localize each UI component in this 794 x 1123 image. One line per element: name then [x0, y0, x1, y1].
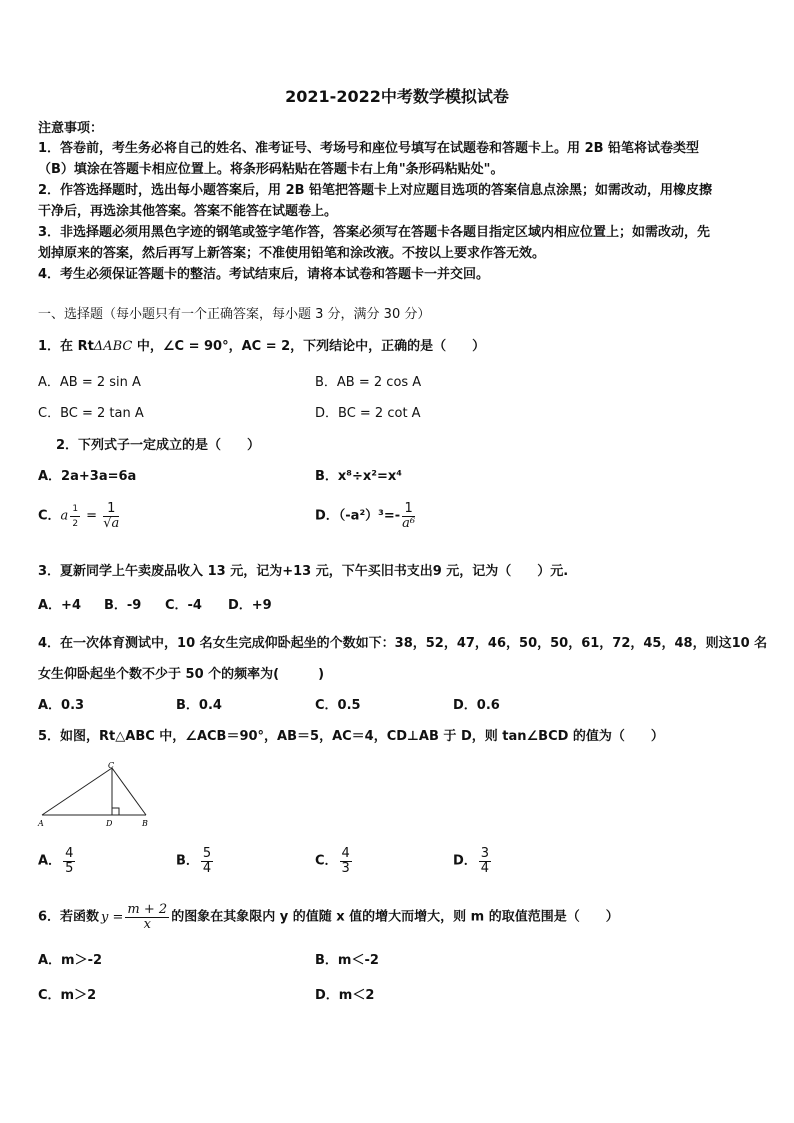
- q6-option-a[interactable]: A．m＞-2: [38, 953, 103, 968]
- q1-stem-c: 中，∠C = 90°，AC = 2，下列结论中，正确的是（ ）: [132, 339, 486, 354]
- q4-option-a[interactable]: A．0.3: [38, 698, 85, 713]
- notice-line: 2．作答选择题时，选出每小题答案后，用 2B 铅笔把答题卡上对应题目选项的答案信息点涂黑；如需改动，用橡皮擦: [38, 183, 713, 198]
- q4-option-b[interactable]: B．0.4: [176, 698, 222, 713]
- exam-title: 2021-2022中考数学模拟试卷: [285, 87, 509, 106]
- q6-num: m + 2: [127, 902, 168, 917]
- q5-c-num: 4: [341, 846, 350, 861]
- q2-d-num: 1: [402, 502, 415, 517]
- notice-line: 干净后，再选涂其他答案。答案不能答在试题卷上。: [38, 204, 338, 219]
- q4-option-c[interactable]: C．0.5: [315, 698, 361, 713]
- q2-c-exponent: [70, 502, 80, 531]
- q2-c-exp-den: 2: [72, 519, 79, 529]
- q5-option-a[interactable]: [38, 847, 77, 876]
- q2-option-c[interactable]: [38, 502, 121, 542]
- q6-option-c[interactable]: C．m＞2: [38, 988, 97, 1003]
- q5-d-den: 4: [480, 861, 490, 876]
- q2-d-label: D．（-a²）³=-: [315, 508, 401, 524]
- q2-option-a[interactable]: A．2a+3a=6a: [38, 469, 137, 484]
- fig-label-b: B: [142, 819, 148, 828]
- q5-option-d[interactable]: [453, 847, 493, 876]
- q2-c-fraction: [103, 502, 119, 531]
- q5-option-b[interactable]: [176, 847, 215, 876]
- q3-option-c[interactable]: C．-4: [165, 598, 202, 613]
- notice-line: （B）填涂在答题卡相应位置上。将条形码粘贴在答题卡右上角"条形码粘贴处"。: [38, 162, 504, 177]
- question-5-stem: 5．如图，Rt△ABC 中，∠ACB＝90°，AB＝5，AC＝4，CD⊥AB 于 D，则 tan∠BCD 的值为（ ）: [38, 729, 664, 744]
- q1-stem-b: ΔABC: [93, 339, 133, 354]
- q2-option-b[interactable]: B．x⁸÷x²=x⁴: [315, 469, 402, 484]
- q1-option-b[interactable]: B．AB = 2 cos A: [315, 375, 422, 390]
- question-2-stem: 2．下列式子一定成立的是（ ）: [56, 438, 261, 453]
- q6-den: x: [143, 917, 151, 932]
- q5-option-c[interactable]: [315, 847, 354, 876]
- q2-c-label: C．: [38, 508, 61, 524]
- q5-a-den: 5: [65, 861, 74, 876]
- notice-line: 4．考生必须保证答题卡的整洁。考试结束后，请将本试卷和答题卡一并交回。: [38, 267, 490, 282]
- fig-label-c: C: [108, 761, 115, 770]
- q3-option-a[interactable]: A．+4: [38, 598, 81, 613]
- q6-option-b[interactable]: B．m＜-2: [315, 953, 379, 968]
- q1-stem-a: 1．在 Rt: [38, 339, 94, 354]
- q6-stem-a: 6．若函数: [38, 909, 100, 925]
- q2-c-den: √a: [103, 516, 120, 531]
- q5-a-label: A．: [38, 853, 62, 869]
- question-4-stem-cont: 女生仰卧起坐个数不少于 50 个的频率为( ): [38, 667, 325, 682]
- q2-c-exp-num: 1: [70, 502, 80, 517]
- q5-d-num: 3: [480, 846, 490, 861]
- question-4-stem: 4．在一次体育测试中，10 名女生完成仰卧起坐的个数如下：38，52，47，46，50，50，61，72，45，48，则这10 名: [38, 636, 768, 651]
- q6-fraction: [125, 903, 169, 932]
- q1-option-c[interactable]: C．BC = 2 tan A: [38, 406, 144, 421]
- question-3-stem: 3．夏新同学上午卖废品收入 13 元，记为+13 元，下午买旧书支出9 元，记为（ ）元.: [38, 564, 569, 579]
- q5-c-label: C．: [315, 853, 338, 869]
- section-heading: 一、选择题（每小题只有一个正确答案，每小题 3 分，满分 30 分）: [38, 307, 431, 322]
- q4-option-d[interactable]: D．0.6: [453, 698, 500, 713]
- question-6-stem: [38, 903, 619, 932]
- q2-d-den: a⁶: [402, 516, 416, 531]
- q5-c-den: 3: [341, 861, 350, 876]
- q5-d-fraction: [479, 847, 491, 876]
- q2-c-base: a: [60, 508, 69, 524]
- question-1-stem: [38, 338, 485, 356]
- q2-d-fraction: [402, 502, 415, 531]
- notice-heading: 注意事项：: [38, 121, 104, 136]
- triangle-figure: [36, 760, 156, 830]
- q2-option-d[interactable]: [315, 502, 417, 531]
- q2-c-num: 1: [103, 502, 119, 517]
- q1-option-a[interactable]: A．AB = 2 sin A: [38, 375, 141, 390]
- q5-b-num: 5: [202, 846, 212, 861]
- q5-c-fraction: [340, 847, 352, 876]
- q6-option-d[interactable]: D．m＜2: [315, 988, 375, 1003]
- q5-d-label: D．: [453, 853, 477, 869]
- q3-option-b[interactable]: B．-9: [104, 598, 142, 613]
- q5-b-fraction: [201, 847, 213, 876]
- fig-label-d: D: [106, 819, 113, 828]
- notice-line: 3．非选择题必须用黑色字迹的钢笔或签字笔作答，答案必须写在答题卡各题目指定区域内相应位置上；如需改动，先: [38, 225, 711, 240]
- q6-y: y =: [101, 909, 124, 925]
- q5-a-fraction: [63, 847, 75, 876]
- q1-option-d[interactable]: D．BC = 2 cot A: [315, 406, 421, 421]
- fig-label-a: A: [38, 819, 44, 828]
- q2-c-eq: =: [82, 508, 102, 524]
- notice-line: 1．答卷前，考生务必将自己的姓名、准考证号、考场号和座位号填写在试题卷和答题卡上。用 2B 铅笔将试卷类型: [38, 141, 700, 156]
- q5-b-den: 4: [202, 861, 212, 876]
- q5-a-num: 4: [65, 846, 74, 861]
- notice-line: 划掉原来的答案，然后再写上新答案；不准使用铅笔和涂改液。不按以上要求作答无效。: [38, 246, 546, 261]
- q5-b-label: B．: [176, 853, 199, 869]
- q6-stem-b: 的图象在其象限内 y 的值随 x 值的增大而增大，则 m 的取值范围是（ ）: [171, 909, 619, 925]
- q3-option-d[interactable]: D．+9: [228, 598, 272, 613]
